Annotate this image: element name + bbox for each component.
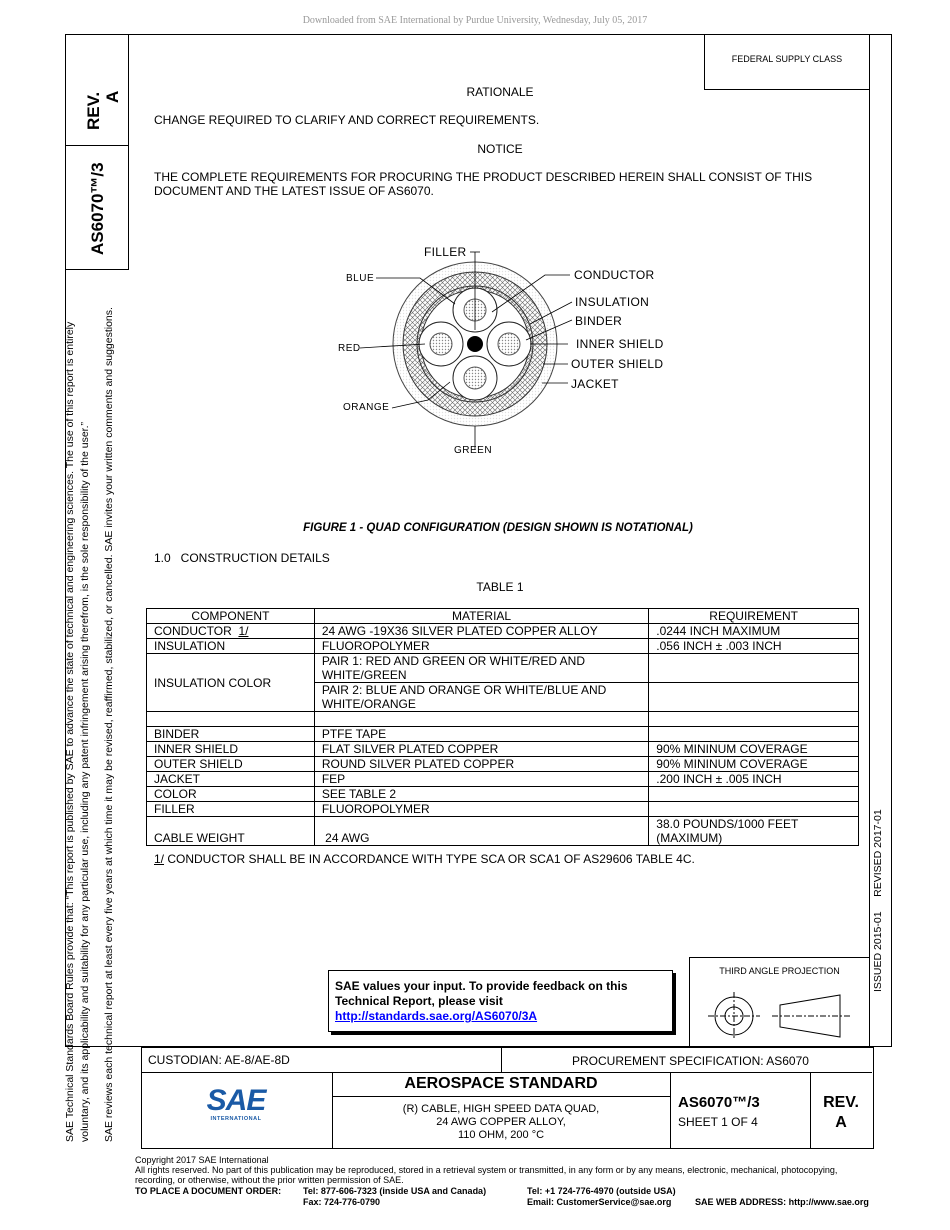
label-insulation: INSULATION bbox=[575, 295, 650, 309]
title-block-rev bbox=[810, 1093, 872, 1133]
footnote-ref: 1/ bbox=[154, 852, 165, 866]
table-row bbox=[147, 802, 859, 817]
fax: Fax: 724-776-0790 bbox=[303, 1197, 381, 1207]
feedback-box bbox=[328, 970, 673, 1032]
label-blue: BLUE bbox=[346, 273, 375, 284]
rev-label-vertical: REV. bbox=[84, 91, 103, 130]
sheet-number: SHEET 1 OF 4 bbox=[678, 1115, 758, 1129]
header-material: MATERIAL bbox=[314, 609, 648, 624]
custodian: CUSTODIAN: AE-8/AE-8D bbox=[148, 1053, 290, 1067]
label-jacket: JACKET bbox=[571, 377, 619, 391]
row-jacket-component: JACKET bbox=[147, 772, 315, 787]
row-binder-requirement bbox=[649, 727, 859, 742]
notice-text-line2: DOCUMENT AND THE LATEST ISSUE OF AS6070. bbox=[154, 184, 434, 198]
table-footnote bbox=[154, 852, 695, 866]
web-address[interactable]: SAE WEB ADDRESS: http://www.sae.org bbox=[695, 1197, 869, 1207]
row-pair2-line1: PAIR 2: BLUE AND ORANGE OR WHITE/BLUE AND bbox=[321, 683, 607, 697]
sae-logo-text: SAE bbox=[206, 1084, 266, 1117]
row-inner-shield-requirement: 90% MININUM COVERAGE bbox=[649, 742, 859, 757]
sae-logo-subtext: INTERNATIONAL bbox=[210, 1116, 262, 1122]
table-row bbox=[147, 742, 859, 757]
issued-revised-dates: ISSUED 2015-01 REVISED 2017-01 bbox=[872, 809, 884, 992]
table-row-empty bbox=[147, 712, 859, 727]
table-row bbox=[147, 772, 859, 787]
doc-number-vertical: AS6070™/3 bbox=[88, 162, 107, 255]
title-line2: 24 AWG COPPER ALLOY, bbox=[436, 1116, 566, 1128]
left-divider bbox=[65, 145, 129, 146]
title-block-doc-number: AS6070™/3 bbox=[678, 1094, 760, 1111]
footnote-text: CONDUCTOR SHALL BE IN ACCORDANCE WITH TYPE SCA OR SCA1 OF AS29606 TABLE 4C. bbox=[164, 852, 695, 866]
header-component: COMPONENT bbox=[147, 609, 315, 624]
label-green: GREEN bbox=[454, 445, 493, 456]
figure-caption: FIGURE 1 - QUAD CONFIGURATION (DESIGN SHOWN IS NOTATIONAL) bbox=[303, 522, 693, 534]
row-conductor-requirement: .0244 INCH MAXIMUM bbox=[649, 624, 859, 639]
table-row bbox=[147, 654, 859, 683]
table-header-row bbox=[147, 609, 859, 624]
table-row bbox=[147, 757, 859, 772]
rules-note-line3: SAE reviews each technical report at least every five years at which time it may be revised, reaffirmed, stabilized, or cancelled. SAE invites your written comments and suggestions. bbox=[103, 307, 115, 1142]
feedback-line1: SAE values your input. To provide feedback on this bbox=[335, 979, 628, 993]
row-pair1-line2: WHITE/GREEN bbox=[321, 668, 407, 682]
row-outer-shield-component: OUTER SHIELD bbox=[147, 757, 315, 772]
federal-supply-class: FEDERAL SUPPLY CLASS bbox=[704, 34, 869, 90]
label-outer-shield: OUTER SHIELD bbox=[571, 357, 664, 371]
sae-logo bbox=[200, 1086, 272, 1122]
row-cable-weight-req-line2: (MAXIMUM) bbox=[656, 831, 723, 845]
label-conductor: CONDUCTOR bbox=[574, 268, 655, 282]
row-conductor-component: CONDUCTOR bbox=[154, 624, 232, 638]
title-line3: 110 OHM, 200 °C bbox=[457, 1129, 545, 1141]
feedback-line2: Technical Report, please visit bbox=[335, 994, 503, 1008]
header-requirement: REQUIREMENT bbox=[649, 609, 859, 624]
filler-core bbox=[467, 336, 483, 352]
row-cable-weight-component: CABLE WEIGHT bbox=[147, 817, 315, 846]
row-insulation-material: FLUOROPOLYMER bbox=[314, 639, 648, 654]
row-conductor-footnote-ref: 1/ bbox=[238, 624, 249, 638]
label-binder: BINDER bbox=[575, 314, 623, 328]
table-row bbox=[147, 639, 859, 654]
rationale-heading: RATIONALE bbox=[466, 85, 534, 99]
rights-line2: recording, or otherwise, without the prior written permission of SAE. bbox=[135, 1175, 404, 1185]
row-jacket-material: FEP bbox=[314, 772, 648, 787]
third-angle-projection-box bbox=[689, 957, 869, 1047]
row-filler-component: FILLER bbox=[147, 802, 315, 817]
row-binder-component: BINDER bbox=[147, 727, 315, 742]
row-cable-weight-material: 24 AWG bbox=[314, 817, 648, 846]
third-angle-label: THIRD ANGLE PROJECTION bbox=[719, 966, 840, 976]
email[interactable]: Email: CustomerService@sae.org bbox=[527, 1197, 672, 1207]
document-title bbox=[332, 1103, 670, 1142]
title-block-rev-value: A bbox=[835, 1114, 847, 1131]
row-color-component: COLOR bbox=[147, 787, 315, 802]
row-color-material: SEE TABLE 2 bbox=[314, 787, 648, 802]
title-block bbox=[141, 1047, 874, 1149]
order-label: TO PLACE A DOCUMENT ORDER: bbox=[135, 1186, 282, 1196]
rev-value-vertical: A bbox=[103, 90, 122, 103]
title-line1: (R) CABLE, HIGH SPEED DATA QUAD, bbox=[402, 1103, 600, 1115]
third-angle-symbol-icon bbox=[700, 986, 860, 1044]
label-red: RED bbox=[338, 343, 361, 354]
notice-text-line1: THE COMPLETE REQUIREMENTS FOR PROCURING THE PRODUCT DESCRIBED HEREIN SHALL CONSIST OF THIS bbox=[154, 170, 813, 184]
label-inner-shield: INNER SHIELD bbox=[576, 337, 664, 351]
label-orange: ORANGE bbox=[343, 402, 390, 413]
row-inner-shield-material: FLAT SILVER PLATED COPPER bbox=[314, 742, 648, 757]
aerospace-standard-heading: AEROSPACE STANDARD bbox=[404, 1075, 598, 1092]
row-color-requirement bbox=[649, 787, 859, 802]
feedback-link[interactable]: http://standards.sae.org/AS6070/3A bbox=[335, 1009, 538, 1023]
rationale-text: CHANGE REQUIRED TO CLARIFY AND CORRECT REQUIREMENTS. bbox=[154, 113, 540, 127]
procurement-spec: PROCUREMENT SPECIFICATION: AS6070 bbox=[572, 1054, 809, 1068]
section-heading: 1.0 CONSTRUCTION DETAILS bbox=[154, 551, 330, 565]
tel-us: Tel: 877-606-7323 (inside USA and Canada) bbox=[303, 1186, 487, 1196]
row-conductor-material: 24 AWG -19X36 SILVER PLATED COPPER ALLOY bbox=[314, 624, 648, 639]
copyright: Copyright 2017 SAE International bbox=[135, 1155, 269, 1165]
rules-note-line2: voluntary, and its applicability and suitability for any particular use, including any patent infringement arising therefrom, is the sole responsibility of the user.” bbox=[79, 421, 91, 1142]
table-row bbox=[147, 727, 859, 742]
rights-line1: All rights reserved. No part of this publication may be reproduced, stored in a retrieval system or transmitted, in any form or by any means, electronic, mechanical, photocopying, bbox=[135, 1165, 838, 1175]
row-cable-weight-req-line1: 38.0 POUNDS/1000 FEET bbox=[656, 817, 799, 831]
row-filler-requirement bbox=[649, 802, 859, 817]
left-divider-bottom bbox=[65, 269, 129, 270]
title-block-rev-label: REV. bbox=[823, 1094, 859, 1111]
row-pair2-line2: WHITE/ORANGE bbox=[321, 697, 416, 711]
tel-intl: Tel: +1 724-776-4970 (outside USA) bbox=[527, 1186, 676, 1196]
row-insulation-component: INSULATION bbox=[147, 639, 315, 654]
construction-table bbox=[146, 608, 859, 846]
table-title: TABLE 1 bbox=[476, 580, 524, 594]
row-jacket-requirement: .200 INCH ± .005 INCH bbox=[649, 772, 859, 787]
rules-note-line1: SAE Technical Standards Board Rules provide that: “This report is published by SAE to advance the state of technical and engineering sciences. The use of this report is entirely bbox=[64, 321, 76, 1142]
row-inner-shield-component: INNER SHIELD bbox=[147, 742, 315, 757]
row-binder-material: PTFE TAPE bbox=[314, 727, 648, 742]
table-row bbox=[147, 624, 859, 639]
download-note: Downloaded from SAE International by Purdue University, Wednesday, July 05, 2017 bbox=[302, 15, 648, 26]
row-outer-shield-material: ROUND SILVER PLATED COPPER bbox=[314, 757, 648, 772]
row-insulation-color-component: INSULATION COLOR bbox=[147, 654, 315, 712]
row-insulation-requirement: .056 INCH ± .003 INCH bbox=[649, 639, 859, 654]
row-outer-shield-requirement: 90% MININUM COVERAGE bbox=[649, 757, 859, 772]
table-row bbox=[147, 817, 859, 846]
notice-heading: NOTICE bbox=[477, 142, 523, 156]
row-pair1-line1: PAIR 1: RED AND GREEN OR WHITE/RED AND bbox=[321, 654, 585, 668]
row-filler-material: FLUOROPOLYMER bbox=[314, 802, 648, 817]
label-filler: FILLER bbox=[424, 245, 467, 259]
table-row bbox=[147, 787, 859, 802]
